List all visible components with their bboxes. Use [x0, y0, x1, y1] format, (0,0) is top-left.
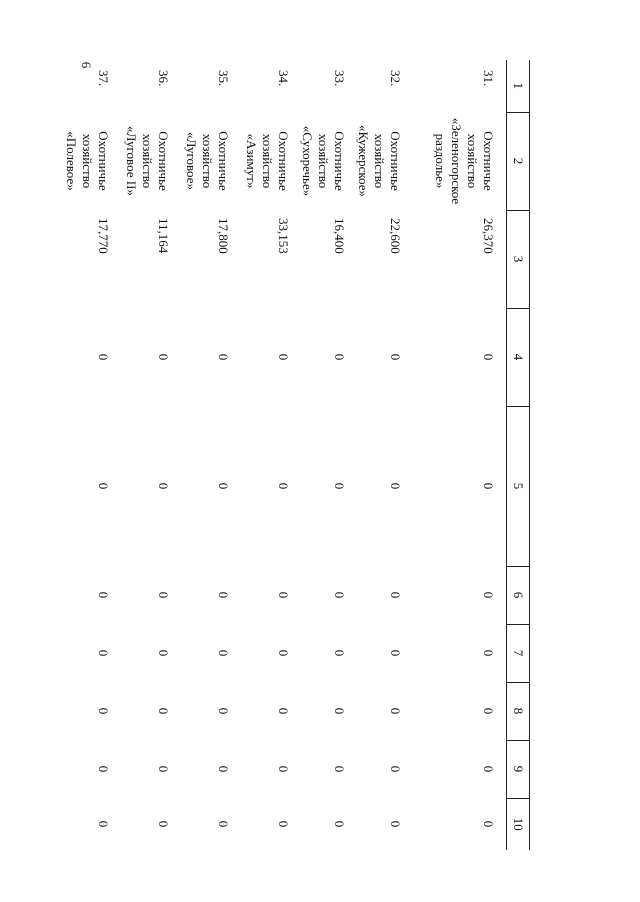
value-cell-c10: 0: [216, 820, 231, 828]
table-row: [119, 60, 179, 850]
page-number: 6: [79, 61, 94, 69]
farm-name-cell: [119, 112, 179, 210]
value-cell-c4: 0: [388, 353, 403, 361]
table-row: [411, 60, 507, 850]
value-cell-c8: 0: [332, 707, 347, 715]
farm-name-line: хозяйство: [465, 133, 480, 189]
farm-name-line: «Полевое»: [64, 131, 79, 191]
farm-name-line: Охотничье: [276, 131, 291, 191]
value-cell-c9: 0: [388, 765, 403, 773]
value-cell-c4: 0: [96, 353, 111, 361]
value-cell-c3: 16,400: [332, 218, 347, 254]
value-cell-c10: 0: [276, 820, 291, 828]
table-body: [63, 60, 507, 850]
value-cell-c4: 0: [216, 353, 231, 361]
value-cell-c8: 0: [216, 707, 231, 715]
row-number: 34.: [276, 70, 291, 87]
row-number: 32.: [388, 70, 403, 87]
farm-name-cell: [355, 112, 411, 210]
value-cell-c7: 0: [332, 649, 347, 657]
value-cell-c6: 0: [388, 591, 403, 599]
value-cell-c5: 0: [96, 482, 111, 490]
value-cell-c4: 0: [276, 353, 291, 361]
value-cell-c7: 0: [96, 649, 111, 657]
farm-name-line: «Сухоречье»: [300, 125, 315, 197]
value-cell-c3: 33,153: [276, 218, 291, 254]
value-cell-c5: 0: [216, 482, 231, 490]
value-cell-c5: 0: [156, 482, 171, 490]
value-cell-c6: 0: [156, 591, 171, 599]
value-cell-c6: 0: [216, 591, 231, 599]
value-cell-c7: 0: [276, 649, 291, 657]
value-cell-c7: 0: [216, 649, 231, 657]
farm-name-line: раздолье»: [433, 133, 448, 189]
value-cell-c7: 0: [156, 649, 171, 657]
value-cell-c6: 0: [276, 591, 291, 599]
table-row: [179, 60, 239, 850]
column-header: 2: [507, 112, 530, 210]
farm-name-line: хозяйство: [140, 133, 155, 189]
farm-name-line: Охотничье: [388, 131, 403, 191]
farm-name-line: «Луговое»: [184, 132, 199, 190]
value-cell-c8: 0: [388, 707, 403, 715]
farm-name-cell: [239, 112, 299, 210]
value-cell-c9: 0: [276, 765, 291, 773]
rotated-sheet: [64, 60, 530, 850]
value-cell-c10: 0: [481, 820, 496, 828]
farm-name-cell: [179, 112, 239, 210]
column-header: 9: [507, 740, 530, 798]
value-cell-c3: 17,770: [96, 218, 111, 254]
value-cell-c9: 0: [481, 765, 496, 773]
value-cell-c9: 0: [156, 765, 171, 773]
table-row: [63, 60, 119, 850]
table-row: [355, 60, 411, 850]
value-cell-c3: 26,370: [481, 218, 496, 254]
column-header: 6: [507, 566, 530, 624]
farm-name-line: «Луговое II»: [124, 126, 139, 196]
value-cell-c3: 22,600: [388, 218, 403, 254]
value-cell-c4: 0: [156, 353, 171, 361]
farm-name-cell: [411, 112, 507, 210]
farm-name-line: «Кужерское»: [356, 125, 371, 197]
value-cell-c4: 0: [481, 353, 496, 361]
column-header: 10: [507, 798, 530, 850]
value-cell-c8: 0: [96, 707, 111, 715]
value-cell-c10: 0: [332, 820, 347, 828]
column-header: 7: [507, 624, 530, 682]
column-header: 5: [507, 406, 530, 566]
farm-name-line: Охотничье: [156, 131, 171, 191]
table-header-row: [507, 60, 530, 850]
value-cell-c8: 0: [156, 707, 171, 715]
value-cell-c6: 0: [332, 591, 347, 599]
value-cell-c9: 0: [332, 765, 347, 773]
farm-name-line: хозяйство: [316, 133, 331, 189]
farm-name-cell: [63, 112, 119, 210]
value-cell-c3: 11,164: [156, 218, 171, 254]
hunting-farms-table: [63, 60, 530, 850]
value-cell-c10: 0: [388, 820, 403, 828]
row-number: 37.: [96, 70, 111, 87]
value-cell-c9: 0: [96, 765, 111, 773]
value-cell-c4: 0: [332, 353, 347, 361]
farm-name-line: «Азимут»: [244, 133, 259, 189]
table-row: [299, 60, 355, 850]
value-cell-c5: 0: [276, 482, 291, 490]
farm-name-line: Охотничье: [481, 131, 496, 191]
value-cell-c7: 0: [388, 649, 403, 657]
value-cell-c9: 0: [216, 765, 231, 773]
farm-name-line: Охотничье: [96, 131, 111, 191]
value-cell-c3: 17,800: [216, 218, 231, 254]
farm-name-line: хозяйство: [200, 133, 215, 189]
value-cell-c8: 0: [276, 707, 291, 715]
row-number: 35.: [216, 70, 231, 87]
farm-name-line: «Зеленогорское: [449, 117, 464, 205]
farm-name-line: Охотничье: [216, 131, 231, 191]
row-number: 33.: [332, 70, 347, 87]
value-cell-c7: 0: [481, 649, 496, 657]
value-cell-c5: 0: [332, 482, 347, 490]
farm-name-line: хозяйство: [260, 133, 275, 189]
value-cell-c8: 0: [481, 707, 496, 715]
value-cell-c5: 0: [388, 482, 403, 490]
column-header: 3: [507, 210, 530, 308]
table-row: [239, 60, 299, 850]
value-cell-c6: 0: [96, 591, 111, 599]
farm-name-line: хозяйство: [80, 133, 95, 189]
value-cell-c5: 0: [481, 482, 496, 490]
farm-name-line: Охотничье: [332, 131, 347, 191]
farm-name-cell: [299, 112, 355, 210]
column-header: 1: [507, 60, 530, 112]
value-cell-c6: 0: [481, 591, 496, 599]
farm-name-line: хозяйство: [372, 133, 387, 189]
column-header: 8: [507, 682, 530, 740]
row-number: 36.: [156, 70, 171, 87]
value-cell-c10: 0: [96, 820, 111, 828]
column-header: 4: [507, 308, 530, 406]
value-cell-c10: 0: [156, 820, 171, 828]
row-number: 31.: [481, 70, 496, 87]
